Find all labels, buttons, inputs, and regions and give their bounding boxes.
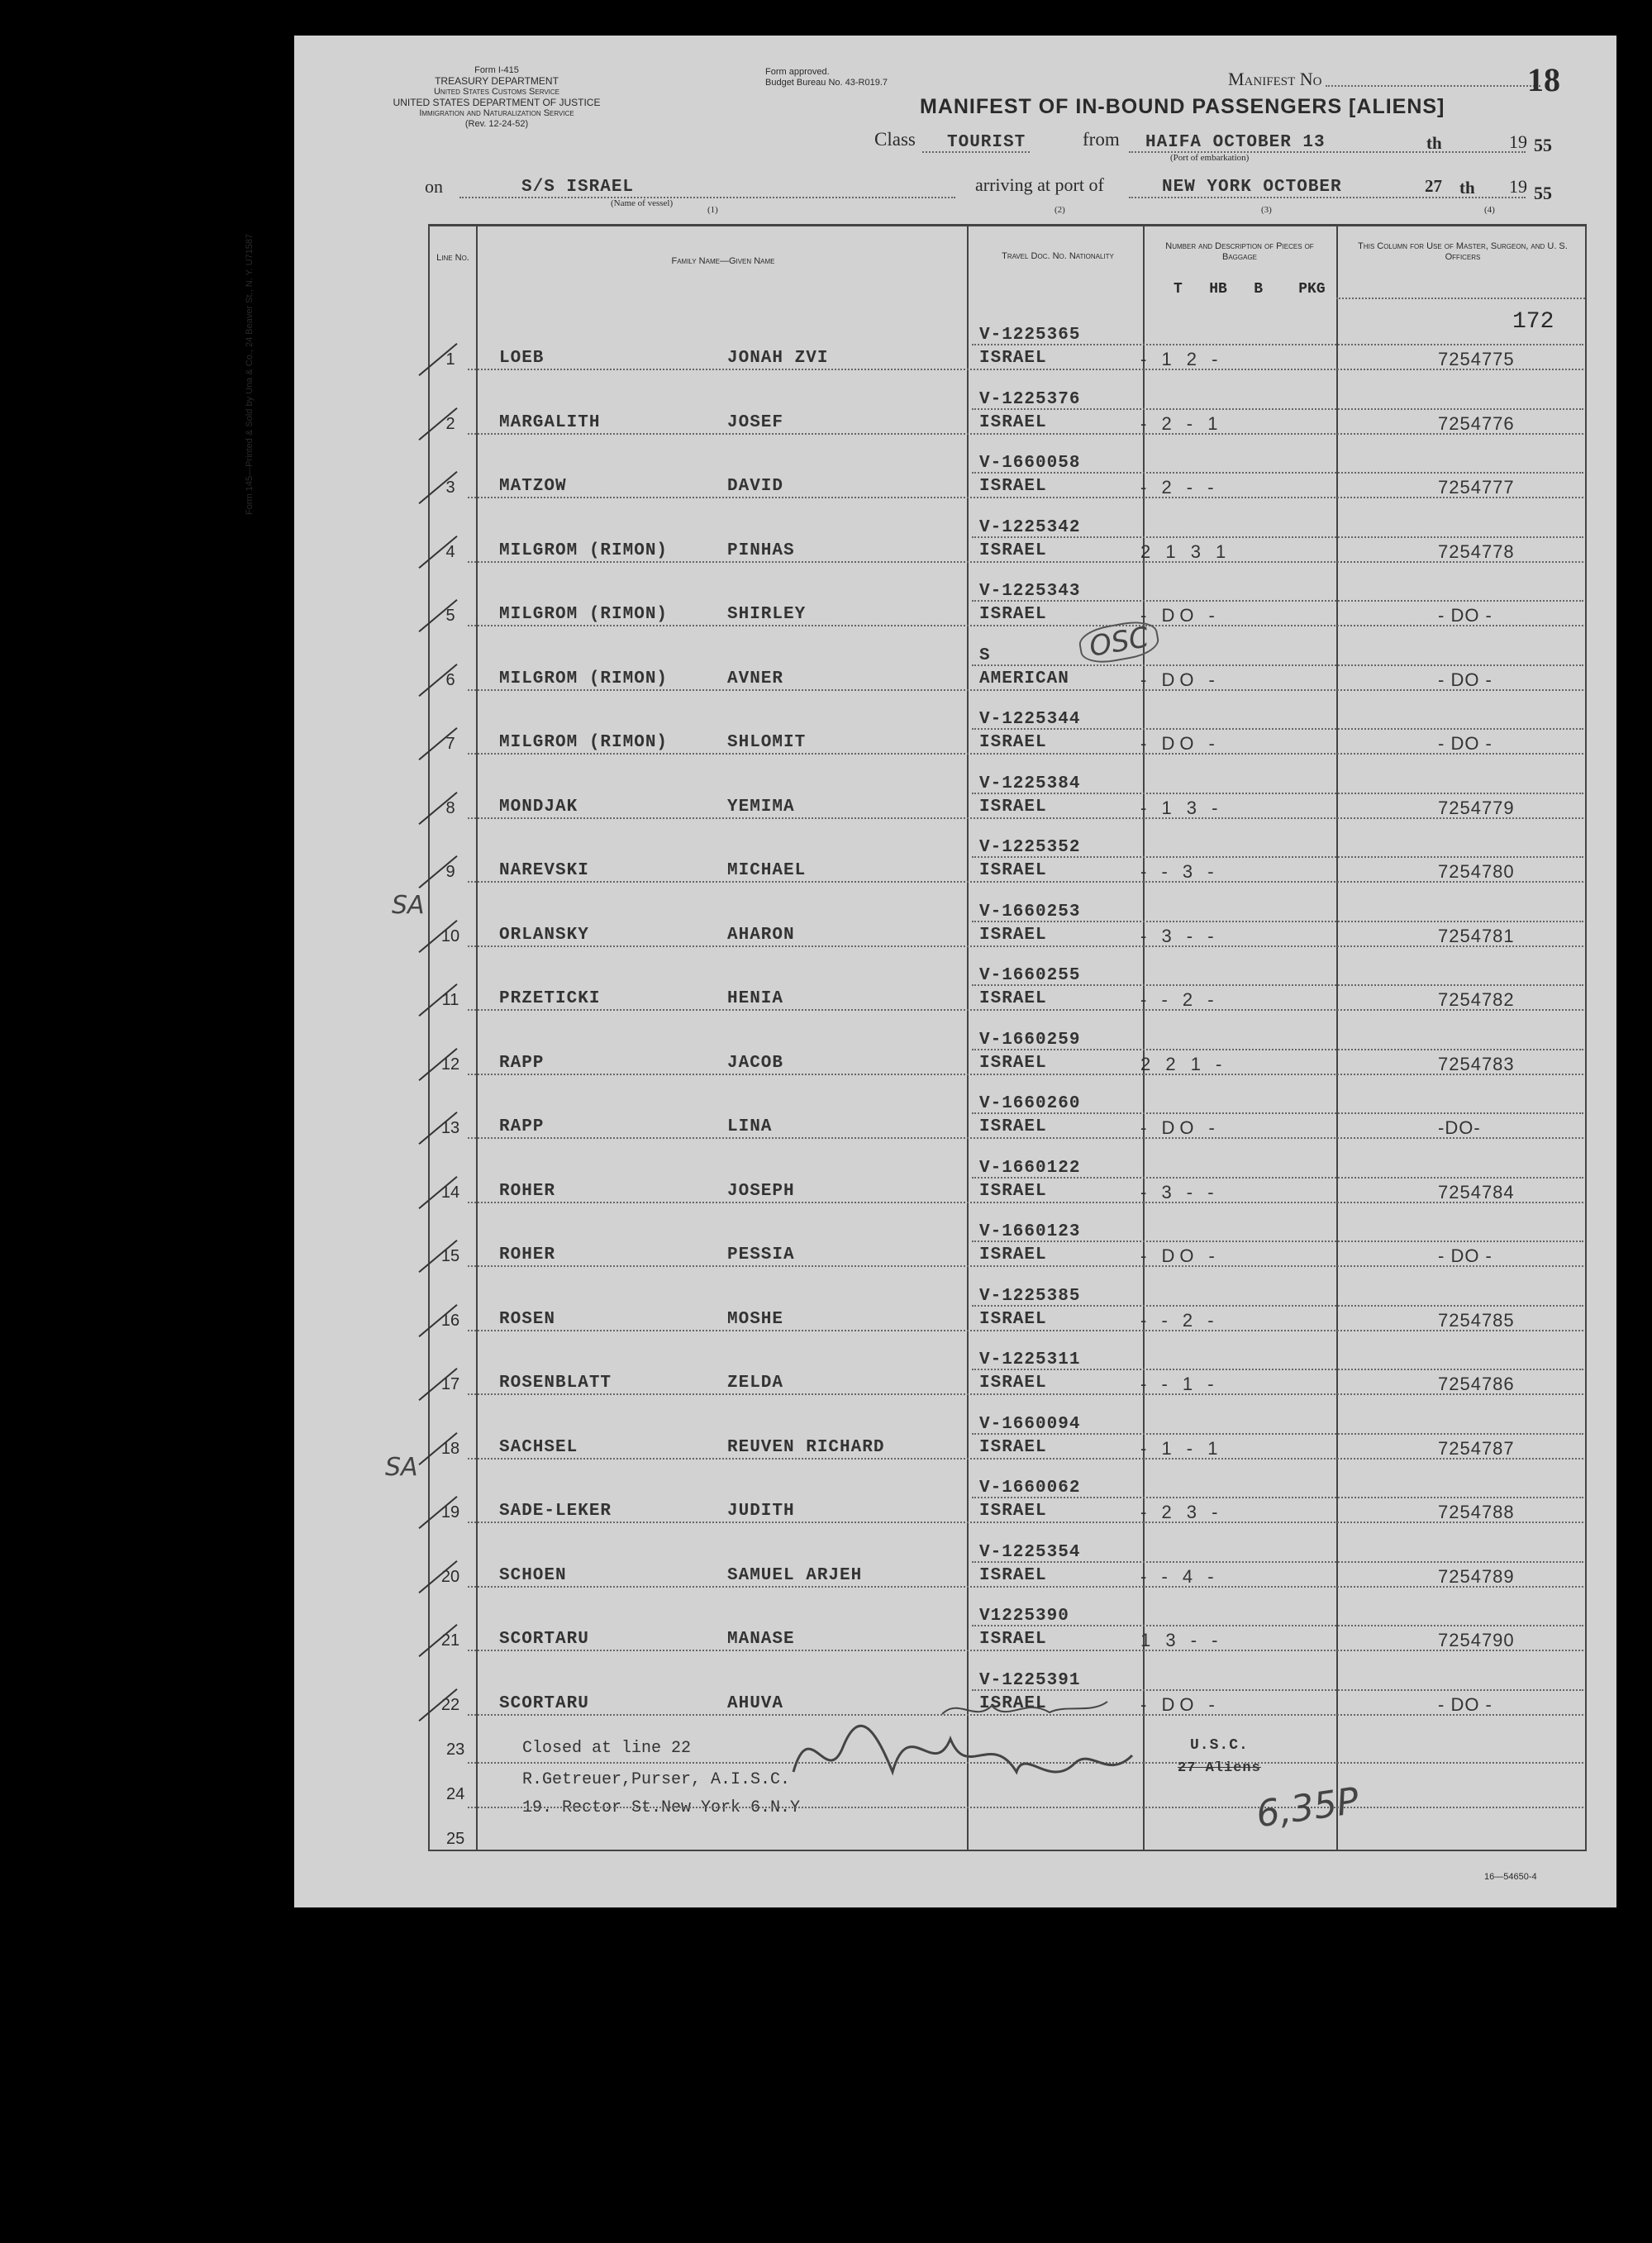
arrival-day: 27 <box>1425 176 1442 196</box>
budget-bureau-label: Budget Bureau No. 43-R019.7 <box>765 78 888 88</box>
table-row <box>430 383 1585 448</box>
row-dotline <box>468 1265 1583 1267</box>
table-row <box>430 319 1585 383</box>
travel-doc-number: V1225390 <box>979 1607 1069 1626</box>
line-number: 14 <box>440 1183 460 1202</box>
row-dotline <box>972 1369 1583 1370</box>
officer-count: 172 <box>1512 309 1554 335</box>
travel-doc-number: V-1660260 <box>979 1094 1081 1113</box>
row-dotline <box>468 1330 1583 1331</box>
given-name: PINHAS <box>727 541 795 560</box>
line-number: 1 <box>445 350 455 369</box>
arriving-caption-num: (2) <box>1055 205 1065 215</box>
row-dotline <box>468 497 1583 498</box>
from-th: th <box>1426 133 1442 153</box>
on-label: on <box>425 176 443 197</box>
line-number: 8 <box>445 798 455 817</box>
row-dotline <box>468 1458 1583 1460</box>
arrival-port: NEW YORK OCTOBER <box>1162 178 1342 197</box>
nationality: ISRAEL <box>979 477 1047 496</box>
line-number: 13 <box>440 1119 460 1137</box>
family-name: SACHSEL <box>499 1437 578 1457</box>
nationality: ISRAEL <box>979 1181 1047 1201</box>
given-name: JOSEF <box>727 412 784 432</box>
baggage-count: - DO - <box>1140 605 1220 626</box>
travel-doc-number: V-1660259 <box>979 1030 1081 1050</box>
line-number: 6 <box>445 670 455 689</box>
baggage-count: - 3 - - <box>1140 1181 1219 1202</box>
baggage-count: - - 2 - <box>1140 989 1219 1010</box>
row-dotline <box>972 856 1583 858</box>
row-dotline <box>972 600 1583 602</box>
col-header-officers: This Column for Use of Master, Surgeon, and U. S. Officers <box>1358 241 1568 262</box>
travel-doc-number: V-1225352 <box>979 838 1081 857</box>
baggage-count: - DO - <box>1140 1693 1220 1715</box>
given-name: SHIRLEY <box>727 605 807 624</box>
nationality: ISRAEL <box>979 1630 1047 1649</box>
baggage-count: - 3 - - <box>1140 925 1219 946</box>
officer-number: - DO - <box>1438 605 1493 626</box>
line-number: 24 <box>446 1785 465 1803</box>
family-name: NAREVSKI <box>499 861 589 880</box>
line-number: 2 <box>445 414 455 433</box>
table-row <box>430 1600 1585 1664</box>
officer-number: 7254778 <box>1438 541 1515 562</box>
from-value: HAIFA OCTOBER 13 <box>1145 133 1326 152</box>
line-number: 20 <box>440 1567 460 1586</box>
officer-number: 7254780 <box>1438 861 1515 882</box>
officer-number: 7254784 <box>1438 1181 1515 1202</box>
baggage-count: 2 1 3 1 <box>1140 541 1231 562</box>
officer-number: 7254783 <box>1438 1053 1515 1074</box>
family-name: MILGROM (RIMON) <box>499 605 669 624</box>
given-name: MANASE <box>727 1630 795 1649</box>
handwritten-signature <box>777 1698 1240 1797</box>
travel-doc-number: V-1225384 <box>979 774 1081 793</box>
officer-number: - DO - <box>1438 669 1493 690</box>
line-number: 5 <box>445 607 455 625</box>
row-dotline <box>972 1241 1583 1242</box>
row-dotline <box>468 369 1583 370</box>
table-row <box>430 960 1585 1024</box>
officer-number: 7254785 <box>1438 1309 1515 1331</box>
travel-doc-number: V-1660123 <box>979 1222 1081 1241</box>
row-dotline <box>468 625 1583 626</box>
baggage-count: 2 2 1 - <box>1140 1053 1227 1074</box>
given-name: MOSHE <box>727 1309 784 1329</box>
nationality: ISRAEL <box>979 412 1047 432</box>
row-dotline <box>468 753 1583 755</box>
line-number: 3 <box>445 479 455 497</box>
row-dotline <box>972 1112 1583 1114</box>
year1: 55 <box>1534 135 1552 155</box>
row-dotline <box>468 1393 1583 1395</box>
table-row <box>430 1536 1585 1601</box>
given-name: JUDITH <box>727 1502 795 1521</box>
travel-doc-number: V-1225365 <box>979 326 1081 345</box>
line-number: 18 <box>440 1439 460 1458</box>
nationality: AMERICAN <box>979 669 1069 688</box>
officer-number: -DO- <box>1438 1117 1481 1138</box>
table-row <box>430 512 1585 576</box>
nationality: ISRAEL <box>979 1309 1047 1329</box>
travel-doc-number: V-1660058 <box>979 454 1081 473</box>
arrival-caption-num3: (3) <box>1261 205 1272 215</box>
nationality: ISRAEL <box>979 541 1047 560</box>
table-row <box>430 1216 1585 1280</box>
line-number: 11 <box>441 991 459 1009</box>
travel-doc-number: V-1225385 <box>979 1286 1081 1306</box>
officer-number: 7254775 <box>1438 349 1515 369</box>
given-name: DAVID <box>727 477 784 496</box>
travel-doc-number: V-1225342 <box>979 517 1081 537</box>
col-header-baggage: Number and Description of Pieces of Baggage <box>1165 241 1314 262</box>
travel-doc-number: V-1225311 <box>979 1350 1081 1369</box>
row-dotline <box>468 1522 1583 1523</box>
line-number: 19 <box>440 1503 460 1522</box>
nationality: ISRAEL <box>979 1117 1047 1136</box>
baggage-count: - 1 - 1 <box>1140 1437 1223 1459</box>
arriving-label: arriving at port of <box>975 174 1104 195</box>
family-name: ROHER <box>499 1245 556 1264</box>
family-name: PRZETICKI <box>499 989 601 1008</box>
row-dotline <box>468 1137 1583 1139</box>
travel-doc-number: V-1225376 <box>979 389 1081 409</box>
port-embark-caption: (Port of embarkation) <box>1170 153 1250 163</box>
budget-block <box>765 67 888 88</box>
nationality: ISRAEL <box>979 605 1047 624</box>
travel-doc-number: V-1225343 <box>979 582 1081 601</box>
line-number: 7 <box>445 735 455 753</box>
vessel-name: S/S ISRAEL <box>521 178 635 197</box>
nationality: ISRAEL <box>979 1565 1047 1585</box>
col-header-travel-doc: Travel Doc. No. Nationality <box>1002 251 1114 261</box>
table-row <box>430 447 1585 512</box>
given-name: AHARON <box>727 925 795 945</box>
family-name: MATZOW <box>499 477 567 496</box>
officer-number: 7254788 <box>1438 1502 1515 1522</box>
baggage-count: - 2 - 1 <box>1140 412 1223 434</box>
col-header-baggage-sub: T HB B PKG <box>1174 281 1326 298</box>
given-name: SAMUEL ARJEH <box>727 1565 863 1585</box>
table-row <box>430 1408 1585 1473</box>
line-number: 23 <box>446 1741 465 1759</box>
handwritten-scribble <box>248 1813 397 1879</box>
family-name: SCORTARU <box>499 1630 589 1649</box>
family-name: MARGALITH <box>499 412 601 432</box>
year2: 55 <box>1534 183 1552 203</box>
nationality: ISRAEL <box>979 349 1047 368</box>
given-name: REUVEN RICHARD <box>727 1437 885 1457</box>
travel-doc-number: V-1660094 <box>979 1414 1081 1434</box>
table-row <box>430 703 1585 768</box>
nationality: ISRAEL <box>979 1437 1047 1457</box>
row-dotline <box>972 1497 1583 1498</box>
table-row <box>430 1280 1585 1345</box>
baggage-count: - - 1 - <box>1140 1374 1219 1394</box>
line-number: 4 <box>445 542 455 561</box>
table-row <box>430 1152 1585 1217</box>
passenger-table <box>428 224 1587 1851</box>
customs-label: United States Customs Service <box>433 87 560 97</box>
baggage-count: - DO - <box>1140 669 1220 690</box>
officer-number: 7254782 <box>1438 989 1515 1010</box>
baggage-count: - - 3 - <box>1140 861 1219 882</box>
form-approved-label: Form approved. <box>765 67 830 77</box>
nationality: ISRAEL <box>979 733 1047 752</box>
officer-number: - DO - <box>1438 733 1493 754</box>
row-dotline <box>468 817 1583 819</box>
closing-purser: R.Getreuer,Purser, A.I.S.C. <box>522 1770 791 1789</box>
line-number: 21 <box>440 1631 460 1650</box>
given-name: JONAH ZVI <box>727 349 829 368</box>
given-name: YEMIMA <box>727 797 795 817</box>
given-name: PESSIA <box>727 1245 795 1264</box>
nationality: ISRAEL <box>979 1502 1047 1521</box>
family-name: ROSENBLATT <box>499 1374 612 1393</box>
manifest-page <box>245 36 1616 1907</box>
vessel-dotline <box>459 197 955 198</box>
given-name: ZELDA <box>727 1374 784 1393</box>
nationality: ISRAEL <box>979 861 1047 880</box>
travel-doc-number: V-1660062 <box>979 1479 1081 1498</box>
officer-number: 7254776 <box>1438 412 1515 434</box>
nationality: ISRAEL <box>979 1374 1047 1393</box>
family-name: ORLANSKY <box>499 925 589 945</box>
line-number: 22 <box>440 1695 460 1714</box>
year2-prefix: 19 <box>1509 176 1527 197</box>
family-name: ROHER <box>499 1181 556 1201</box>
col-header-line-no: Line No. <box>436 253 469 263</box>
row-dotline <box>972 344 1583 345</box>
officer-number: 7254786 <box>1438 1374 1515 1394</box>
row-dotline <box>972 728 1583 730</box>
travel-doc-number: V-1225344 <box>979 710 1081 729</box>
initials-mark: SA <box>392 891 425 920</box>
row-dotline <box>468 433 1583 435</box>
year1-prefix: 19 <box>1509 131 1527 152</box>
row-dotline <box>468 561 1583 563</box>
handwritten-number: 6,35P <box>1254 1779 1362 1836</box>
vessel-caption-num: (1) <box>707 205 718 215</box>
officer-number: 7254781 <box>1438 925 1515 946</box>
form-number: Form I-415 <box>474 65 519 75</box>
row-dotline <box>972 984 1583 986</box>
vessel-caption: (Name of vessel) <box>611 198 674 208</box>
line-number: 16 <box>440 1311 460 1330</box>
row-dotline <box>972 1177 1583 1179</box>
officer-number: 7254790 <box>1438 1630 1515 1650</box>
manifest-no-dotline <box>1326 85 1540 87</box>
table-row <box>430 831 1585 896</box>
family-name: MILGROM (RIMON) <box>499 733 669 752</box>
table-row <box>430 1088 1585 1152</box>
family-name: RAPP <box>499 1117 545 1136</box>
header-agency-block <box>369 65 625 130</box>
aliens-stamp: 27 Aliens <box>1178 1760 1261 1776</box>
given-name: JACOB <box>727 1053 784 1073</box>
baggage-count: - DO - <box>1140 733 1220 754</box>
family-name: RAPP <box>499 1053 545 1073</box>
row-dotline <box>972 408 1583 410</box>
table-row <box>430 1344 1585 1408</box>
line-number: 10 <box>440 926 460 945</box>
officer-number: 7254787 <box>1438 1437 1515 1459</box>
osc-mark: OSC <box>1077 617 1161 667</box>
line-number: 15 <box>440 1247 460 1265</box>
travel-doc-number: V-1225391 <box>979 1670 1081 1690</box>
ins-label: Immigration and Naturalization Service <box>419 108 574 118</box>
row-dotline <box>972 921 1583 922</box>
row-dotline <box>468 1586 1583 1588</box>
table-row <box>430 1472 1585 1536</box>
manifest-no: 18 <box>1527 61 1560 98</box>
family-name: MONDJAK <box>499 797 578 817</box>
nationality: ISRAEL <box>979 797 1047 817</box>
row-dotline <box>468 881 1583 883</box>
from-label: from <box>1083 129 1120 150</box>
travel-doc-number: V-1660253 <box>979 902 1081 921</box>
table-row <box>430 768 1585 832</box>
arrival-th: th <box>1459 178 1475 198</box>
travel-doc-number: S <box>979 645 991 665</box>
header-dotline <box>1336 298 1585 299</box>
row-dotline <box>468 1009 1583 1011</box>
given-name: AVNER <box>727 669 784 688</box>
class-value: TOURIST <box>947 133 1026 152</box>
justice-label: UNITED STATES DEPARTMENT OF JUSTICE <box>393 97 601 108</box>
baggage-count: - 1 2 - <box>1140 349 1223 369</box>
table-row <box>430 640 1585 704</box>
row-dotline <box>972 1433 1583 1435</box>
table-row <box>430 1024 1585 1088</box>
line-number: 17 <box>440 1375 460 1393</box>
row-dotline <box>468 1650 1583 1651</box>
line-number: 12 <box>440 1055 460 1074</box>
officer-number: - DO - <box>1438 1693 1493 1715</box>
travel-doc-number: V-1660122 <box>979 1158 1081 1178</box>
nationality: ISRAEL <box>979 1693 1047 1713</box>
family-name: MILGROM (RIMON) <box>499 541 669 560</box>
row-dotline <box>972 1305 1583 1307</box>
row-dotline <box>972 1625 1583 1626</box>
nationality: ISRAEL <box>979 1053 1047 1073</box>
nationality: ISRAEL <box>979 989 1047 1008</box>
treasury-label: TREASURY DEPARTMENT <box>435 75 559 87</box>
usc-stamp: U.S.C. <box>1190 1737 1249 1754</box>
manifest-no-label: Manifest No <box>1228 69 1322 89</box>
officer-number: - DO - <box>1438 1245 1493 1266</box>
row-dotline <box>468 1807 1583 1808</box>
table-row <box>430 896 1585 960</box>
nationality: ISRAEL <box>979 925 1047 945</box>
class-label: Class <box>874 129 916 150</box>
row-dotline <box>972 664 1583 666</box>
page-title: MANIFEST OF IN-BOUND PASSENGERS [ALIENS] <box>920 95 1445 118</box>
row-dotline <box>468 1202 1583 1203</box>
line-number: 25 <box>446 1830 465 1848</box>
family-name: ROSEN <box>499 1309 556 1329</box>
officer-number: 7254789 <box>1438 1565 1515 1587</box>
given-name: MICHAEL <box>727 861 807 880</box>
col-header-name: Family Name—Given Name <box>671 256 775 266</box>
family-name: SCORTARU <box>499 1693 589 1713</box>
baggage-count: - - 2 - <box>1140 1309 1219 1331</box>
baggage-count: - 1 3 - <box>1140 797 1223 818</box>
initials-mark: SA <box>385 1453 418 1482</box>
baggage-count: - DO - <box>1140 1245 1220 1266</box>
row-dotline <box>972 1049 1583 1050</box>
baggage-count: - 2 3 - <box>1140 1502 1223 1522</box>
baggage-count: - - 4 - <box>1140 1565 1219 1587</box>
table-row <box>430 575 1585 640</box>
closing-address: 19. Rector St.New York 6.N.Y <box>522 1798 801 1817</box>
side-imprint: Form 145—Printed & Sold by Una & Co., 24 Beaver St., N. Y. U71587 <box>245 233 255 515</box>
row-dotline <box>468 689 1583 691</box>
row-dotline <box>972 1689 1583 1691</box>
row-dotline <box>972 536 1583 538</box>
given-name: JOSEPH <box>727 1181 795 1201</box>
given-name: LINA <box>727 1117 773 1136</box>
officer-number: 7254779 <box>1438 797 1515 818</box>
row-dotline <box>972 1561 1583 1563</box>
family-name: SCHOEN <box>499 1565 567 1585</box>
family-name: MILGROM (RIMON) <box>499 669 669 688</box>
travel-doc-number: V-1225354 <box>979 1542 1081 1562</box>
row-dotline <box>972 472 1583 474</box>
baggage-count: - 2 - - <box>1140 477 1219 498</box>
row-dotline <box>468 1074 1583 1075</box>
line-number: 9 <box>445 863 455 881</box>
given-name: AHUVA <box>727 1693 784 1713</box>
officer-number: 7254777 <box>1438 477 1515 498</box>
given-name: HENIA <box>727 989 784 1008</box>
given-name: SHLOMIT <box>727 733 807 752</box>
revision-label: (Rev. 12-24-52) <box>464 119 529 129</box>
arrival-caption-num4: (4) <box>1484 205 1495 215</box>
row-dotline <box>468 945 1583 947</box>
closing-line-23: Closed at line 22 <box>522 1739 692 1758</box>
travel-doc-number: V-1660255 <box>979 966 1081 985</box>
family-name: SADE-LEKER <box>499 1502 612 1521</box>
footer-code: 16—54650-4 <box>1484 1872 1537 1882</box>
nationality: ISRAEL <box>979 1245 1047 1264</box>
baggage-count: - DO - <box>1140 1117 1220 1138</box>
row-dotline <box>972 793 1583 794</box>
family-name: LOEB <box>499 349 545 368</box>
baggage-count: 1 3 - - <box>1140 1630 1223 1650</box>
